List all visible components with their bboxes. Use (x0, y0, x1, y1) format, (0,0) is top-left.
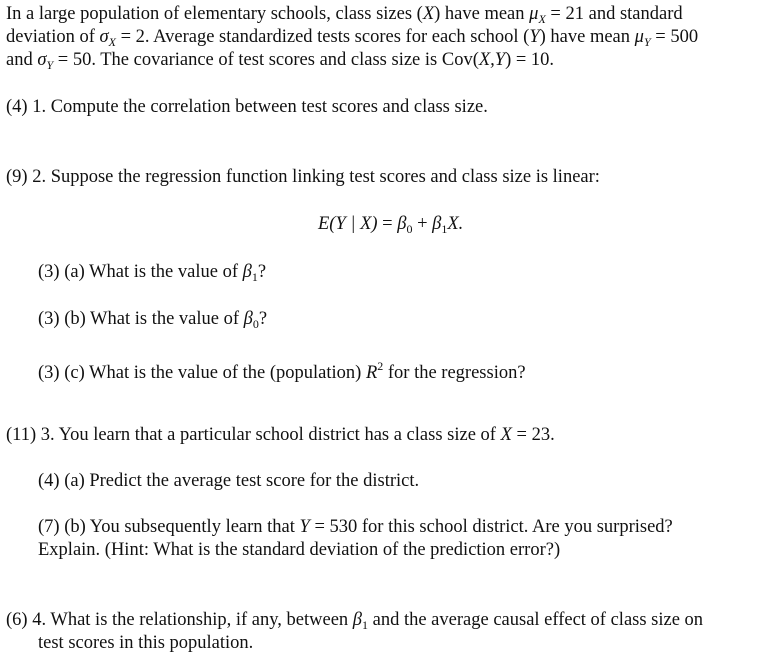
question-2b-text: (3) (b) What is the value of (38, 309, 244, 329)
question-2 (6, 166, 600, 188)
var-xy: X,Y (478, 50, 506, 70)
equation-lhs: E(Y | X) (318, 214, 378, 234)
question-3b-text: (7) (b) You subsequently learn that (38, 517, 300, 537)
regression-equation (318, 213, 463, 240)
question-1 (6, 96, 488, 118)
intro-text: deviation of (6, 27, 100, 47)
question-4-text: (6) 4. What is the relationship, if any, between (6, 610, 353, 630)
equation-equals: = (377, 214, 398, 234)
question-2a-text: (3) (a) What is the value of (38, 262, 243, 282)
question-3a-text: (4) (a) Predict the average test score for the district. (38, 471, 420, 491)
sigma-subscript: X (108, 35, 116, 49)
question-2b (38, 308, 267, 335)
mu-subscript: X (538, 12, 546, 26)
intro-text: ) have mean (434, 4, 530, 24)
beta0-symbol: β (397, 214, 407, 234)
mu-subscript: Y (643, 35, 651, 49)
question-4-text: test scores in this population. (38, 633, 254, 653)
beta0-subscript: 0 (406, 222, 413, 236)
beta1-subscript: 1 (441, 222, 448, 236)
var-y: Y (299, 517, 310, 537)
intro-text: = 50. The covariance of test scores and class size is Cov( (53, 50, 479, 70)
question-3b-line-2 (38, 539, 560, 561)
var-y: Y (529, 27, 540, 47)
question-mark: ? (257, 262, 267, 282)
intro-text: and (6, 50, 38, 70)
mu-symbol: μ (634, 27, 644, 47)
var-x: X (422, 4, 435, 24)
intro-text: ) have mean (539, 27, 635, 47)
sigma-symbol: σ (37, 50, 47, 70)
beta1-subscript: 1 (362, 618, 368, 632)
question-3-end: = 23. (511, 425, 555, 445)
intro-text: ) = 10. (505, 50, 555, 70)
beta0-symbol: β (243, 309, 253, 329)
question-3 (6, 424, 555, 446)
equation-x: X. (447, 214, 464, 234)
intro-text: In a large population of elementary schools, class sizes ( (6, 4, 423, 24)
beta1-symbol: β (242, 262, 252, 282)
var-x: X (500, 425, 512, 445)
question-2c (38, 355, 526, 384)
question-3b-text: = 530 for this school district. Are you surprised? (309, 517, 673, 537)
question-2-text: (9) 2. Suppose the regression function linking test scores and class size is linear: (6, 167, 600, 187)
intro-text: = 21 and standard (545, 4, 683, 24)
question-3-text: (11) 3. You learn that a particular school district has a class size of (6, 425, 501, 445)
question-1-text: (4) 1. Compute the correlation between test scores and class size. (6, 97, 488, 117)
question-2a (38, 261, 266, 288)
question-mark: ? (258, 309, 268, 329)
question-2c-end: for the regression? (383, 363, 526, 383)
beta0-subscript: 0 (252, 317, 259, 331)
equation-plus: + (412, 214, 433, 234)
question-3b-hint: Explain. (Hint: What is the standard deviation of the prediction error?) (38, 540, 561, 560)
mu-symbol: μ (529, 4, 539, 24)
question-2c-text: (3) (c) What is the value of the (population) (38, 363, 366, 383)
r-superscript: 2 (377, 359, 384, 373)
question-3b-line-1 (38, 516, 673, 538)
intro-text: = 2. Average standardized tests scores for each school ( (115, 27, 530, 47)
beta1-subscript: 1 (251, 270, 258, 284)
sigma-subscript: Y (46, 58, 54, 72)
question-3a (38, 470, 419, 492)
beta1-symbol: β (352, 610, 362, 630)
intro-line-3 (6, 49, 554, 76)
question-4-line-2 (38, 632, 253, 654)
sigma-symbol: σ (99, 27, 109, 47)
r-symbol: R (365, 363, 378, 383)
beta1-symbol: β (432, 214, 442, 234)
question-4-text: and the average causal effect of class size on (368, 610, 704, 630)
intro-text: = 500 (650, 27, 699, 47)
